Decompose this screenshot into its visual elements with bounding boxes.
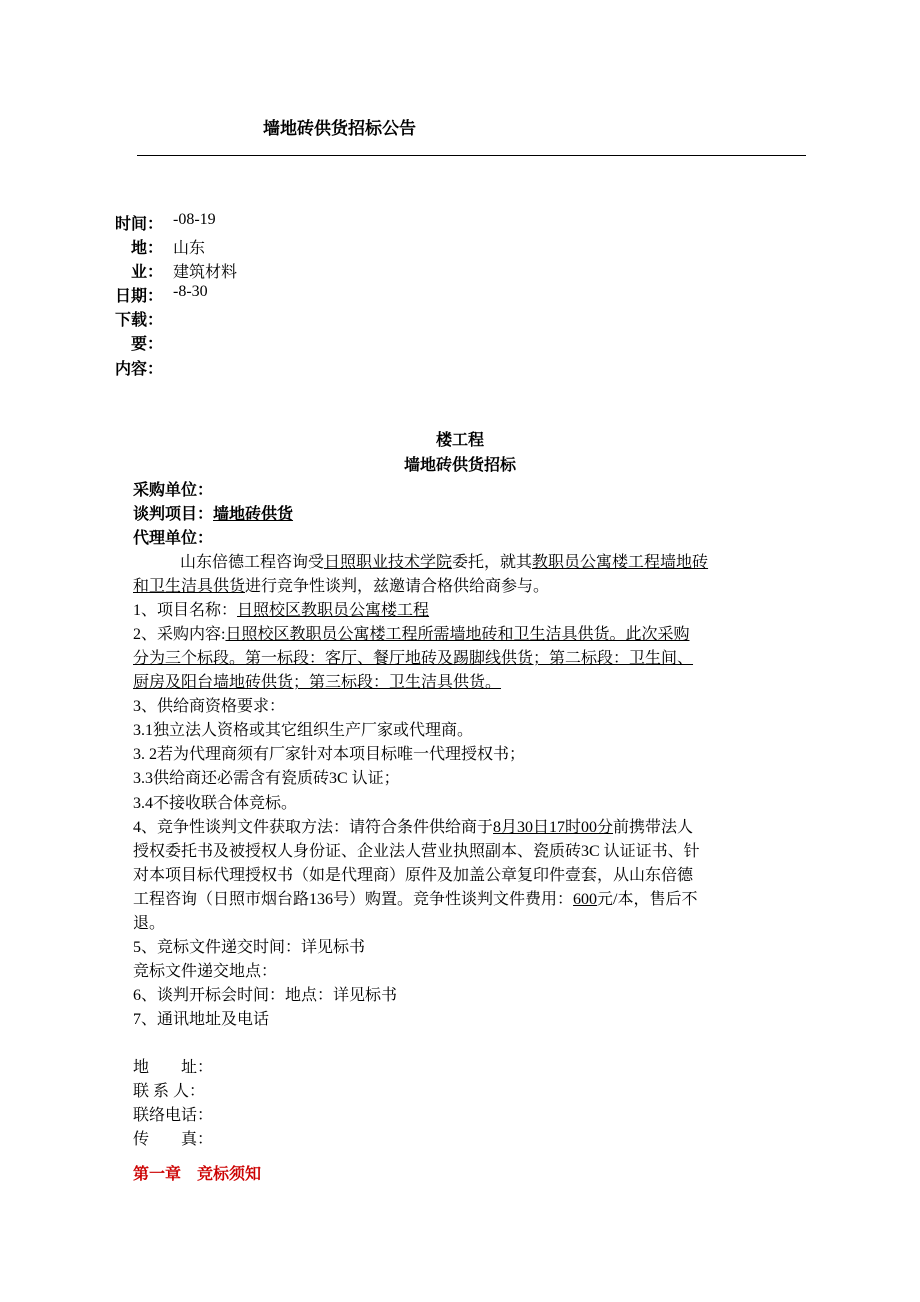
- meta-label: 时间：: [114, 216, 163, 233]
- meta-label: 下载：: [114, 312, 163, 329]
- contact-person: 联 系 人：: [133, 1083, 206, 1100]
- intro-school: 日照职业技术学院: [324, 554, 453, 571]
- intro-text: 进行竞争性谈判，兹邀请合格供给商参与。: [245, 578, 550, 595]
- item-4-line-3: 对本项目标代理授权书（如是代理商）原件及加盖公章复印件壹套，从山东倍德: [133, 867, 694, 884]
- item-4: [133, 814, 693, 837]
- meta-label: 地：: [130, 240, 163, 257]
- intro-line-1: [180, 549, 708, 572]
- item-text: 4、竞争性谈判文件获取方法：请符合条件供给商于: [133, 819, 494, 836]
- meta-value: -08-19: [173, 211, 216, 228]
- chapter-heading: 第一章 竞标须知: [133, 1166, 262, 1183]
- item-4-line-5: 退。: [133, 915, 166, 932]
- item-label: 2、采购内容:: [133, 626, 226, 643]
- item-text: 元/本，售后不: [597, 891, 698, 908]
- meta-value: 建筑材料: [173, 264, 238, 281]
- intro-project-cont: 和卫生洁具供货: [133, 578, 246, 595]
- intro-line-2: [133, 573, 549, 596]
- page-title: 墙地砖供货招标公告: [263, 119, 416, 138]
- item-text: 前携带法人: [613, 819, 694, 836]
- intro-text: 山东倍德工程咨询受: [180, 554, 325, 571]
- meta-label: 要：: [130, 336, 163, 353]
- contact-phone: 联络电话：: [133, 1107, 214, 1124]
- project-label: 谈判项目：: [133, 506, 214, 523]
- contact-address: 地 址：: [133, 1059, 214, 1076]
- item-7: 7、通讯地址及电话: [133, 1011, 270, 1028]
- item-text: 工程咨询（日照市烟台路136号）购置。竞争性谈判文件费用：: [133, 891, 574, 908]
- item-label: 1、项目名称：: [133, 602, 238, 619]
- title-divider: [137, 155, 806, 156]
- item-2: [133, 621, 689, 644]
- meta-value: 山东: [173, 240, 206, 257]
- item-2-line-3: 厨房及阳台墙地砖供货；第三标段：卫生洁具供货。: [133, 674, 502, 691]
- item-3: 3、供给商资格要求：: [133, 698, 286, 715]
- contact-fax: 传 真：: [133, 1131, 214, 1148]
- item-3-1: 3.1独立法人资格或其它组织生产厂家或代理商。: [133, 722, 474, 739]
- intro-project: 教职员公寓楼工程墙地砖: [532, 554, 709, 571]
- item-4-line-4: [133, 886, 697, 909]
- item-5b: 竞标文件递交地点：: [133, 963, 278, 980]
- meta-label: 业：: [130, 264, 163, 281]
- meta-label: 内容：: [114, 361, 163, 378]
- agent-label: 代理单位：: [133, 530, 214, 547]
- item-value: 日照校区教职员公寓楼工程: [237, 602, 430, 619]
- fee: 600: [573, 891, 598, 908]
- item-2-line-2: 分为三个标段。第一标段：客厅、餐厅地砖及踢脚线供货；第二标段：卫生间、: [133, 650, 694, 667]
- project-value: 墙地砖供货: [213, 506, 294, 523]
- section-heading: 楼工程: [435, 432, 484, 449]
- item-3-3: 3.3供给商还必需含有瓷质砖3C 认证；: [133, 770, 400, 787]
- buyer-label: 采购单位：: [133, 482, 214, 499]
- item-3-2: 3. 2若为代理商须有厂家针对本项目标唯一代理授权书；: [133, 746, 526, 763]
- intro-text: 委托，就其: [452, 554, 533, 571]
- item-value: 日照校区教职员公寓楼工程所需墙地砖和卫生洁具供货。此次采购: [225, 626, 690, 643]
- item-5: 5、竞标文件递交时间：详见标书: [133, 939, 366, 956]
- meta-label: 日期：: [114, 288, 163, 305]
- project-line: [133, 501, 293, 524]
- meta-value: -8-30: [173, 283, 208, 300]
- item-4-line-2: 授权委托书及被授权人身份证、企业法人营业执照副本、瓷质砖3C 认证证书、针: [133, 843, 700, 860]
- section-subheading: 墙地砖供货招标: [403, 457, 516, 474]
- item-6: 6、谈判开标会时间：地点：详见标书: [133, 987, 398, 1004]
- item-1: [133, 597, 429, 620]
- deadline: 8月30日17时00分: [493, 819, 614, 836]
- item-3-4: 3.4不接收联合体竞标。: [133, 795, 298, 812]
